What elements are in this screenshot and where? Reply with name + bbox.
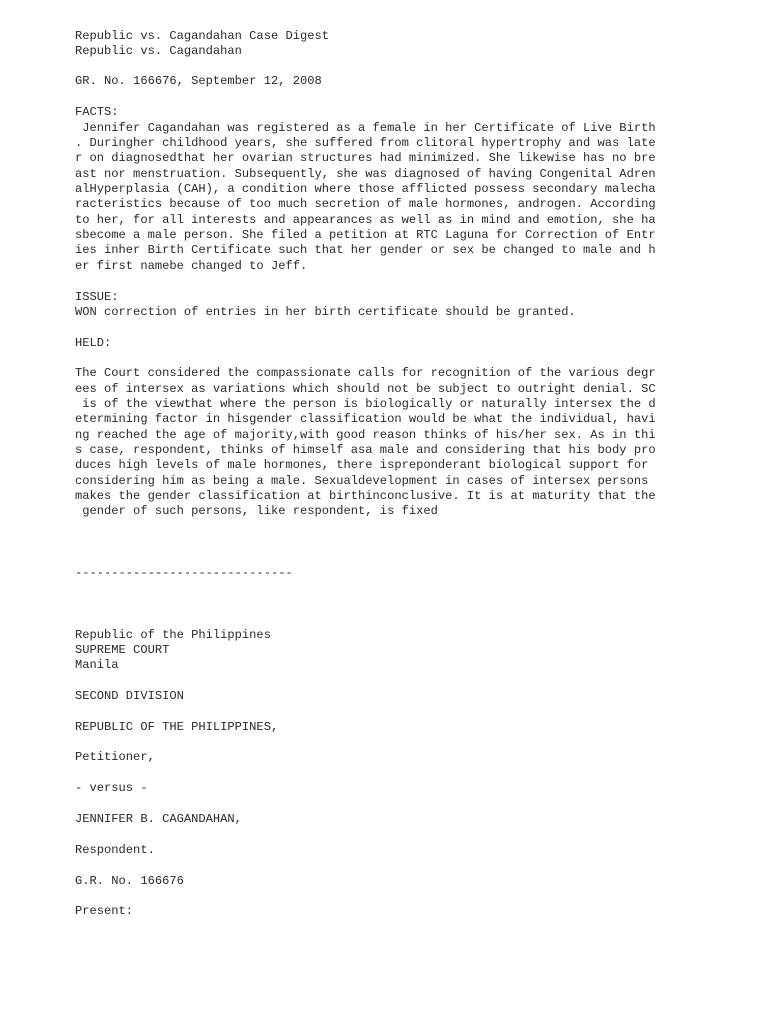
held-line: gender of such persons, like respondent, is fixed [75,504,438,518]
held-line: etermining factor in hisgender classification would be what the individual, havi [75,412,656,426]
held-heading: HELD: [75,336,112,350]
facts-line: to her, for all interests and appearances as well as in mind and emotion, she ha [75,213,656,227]
facts-line: racteristics because of too much secretion of male hormones, androgen. According [75,197,656,211]
held-line: ees of intersex as variations which should not be subject to outright denial. SC [75,382,656,396]
division-label: SECOND DIVISION [75,689,184,703]
facts-heading: FACTS: [75,105,119,119]
respondent-label: Respondent. [75,843,155,857]
held-line: is of the viewthat where the person is biologically or naturally intersex the d [75,397,656,411]
gr-number: G.R. No. 166676 [75,874,184,888]
doc-title: Republic vs. Cagandahan Case Digest [75,29,330,43]
respondent-name: JENNIFER B. CAGANDAHAN, [75,812,242,826]
petitioner-label: Petitioner, [75,750,155,764]
petitioner-name: REPUBLIC OF THE PHILIPPINES, [75,720,279,734]
held-line: ng reached the age of majority,with good reason thinks of his/her sex. As in thi [75,428,656,442]
facts-line: sbecome a male person. She filed a petition at RTC Laguna for Correction of Entr [75,228,656,242]
facts-line: Jennifer Cagandahan was registered as a female in her Certificate of Live Birth [75,121,656,135]
separator-line: ------------------------------ [75,566,293,580]
gr-line: GR. No. 166676, September 12, 2008 [75,74,322,88]
doc-subtitle: Republic vs. Cagandahan [75,44,242,58]
held-line: The Court considered the compassionate calls for recognition of the various degr [75,366,656,380]
issue-text: WON correction of entries in her birth certificate should be granted. [75,305,576,319]
held-line: considering him as being a male. Sexualdevelopment in cases of intersex persons [75,474,649,488]
court-line: Manila [75,658,119,672]
facts-line: . Duringher childhood years, she suffered from clitoral hypertrophy and was late [75,136,656,150]
court-line: Republic of the Philippines [75,628,271,642]
facts-line: ies inher Birth Certificate such that her gender or sex be changed to male and h [75,243,656,257]
present-label: Present: [75,904,134,918]
facts-line: ast nor menstruation. Subsequently, she was diagnosed of having Congenital Adren [75,167,656,181]
versus-label: - versus - [75,781,148,795]
court-line: SUPREME COURT [75,643,170,657]
held-line: s case, respondent, thinks of himself asa male and considering that his body pro [75,443,656,457]
facts-line: r on diagnosedthat her ovarian structures had minimized. She likewise has no bre [75,151,656,165]
held-line: makes the gender classification at birthinconclusive. It is at maturity that the [75,489,656,503]
facts-line: alHyperplasia (CAH), a condition where those afflicted possess secondary malecha [75,182,656,196]
held-line: duces high levels of male hormones, there ispreponderant biological support for [75,458,649,472]
issue-heading: ISSUE: [75,290,119,304]
facts-line: er first namebe changed to Jeff. [75,259,308,273]
